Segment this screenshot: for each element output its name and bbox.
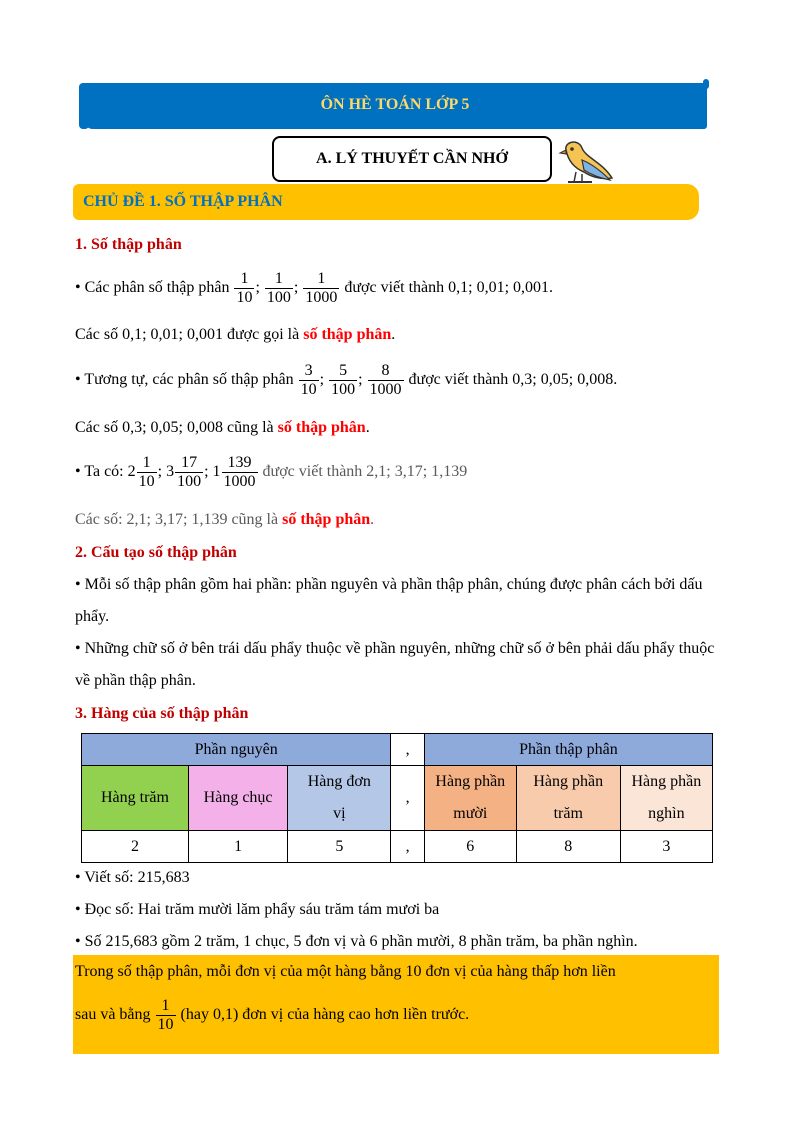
column-comma: , xyxy=(391,766,424,831)
section-1-heading: 1. Số thập phân xyxy=(75,236,182,253)
s1-line-2: Các số 0,1; 0,01; 0,001 được gọi là số thập phân. xyxy=(75,326,396,343)
mixed-number: 2 $\frac{1}{10}$ xyxy=(127,454,155,490)
mixed-number: 1 $\frac{139}{1000}$ xyxy=(212,454,256,490)
place-value-table xyxy=(81,733,713,863)
s1-line-1-post: được viết thành 0,1; 0,01; 0,001. xyxy=(344,279,554,297)
fraction: $\frac{1}{100}$ xyxy=(266,270,291,306)
column-tens: Hàng chục xyxy=(188,766,287,831)
digit-cell: 1 xyxy=(188,831,287,863)
s2-paragraph-2: • Những chữ số ở bên trái dấu phẩy thuộc về phần nguyên, những chữ số ở bên phải dấu phẩy thuộc về phần thập phân. xyxy=(75,640,715,689)
s1-line-5: • Ta có: 2 $\frac{1}{10}$ ; 3 $\frac{17}{100}$ ; 1 $\frac{139}{1000}$ được viết thành 2,1; 3,17; 1,139 xyxy=(75,454,468,490)
column-thousandths: Hàng phần nghìn xyxy=(620,766,712,831)
note-line-2: sau và bằng $\frac{1}{10}$ (hay 0,1) đơn vị của hàng cao hơn liền trước. xyxy=(75,997,470,1033)
s1-line-4: Các số 0,3; 0,05; 0,008 cũng là số thập phân. xyxy=(75,419,370,436)
title-banner xyxy=(83,83,707,129)
section-3-heading: 3. Hàng của số thập phân xyxy=(75,705,249,722)
s1-line-1: • Các phân số thập phân $\frac{1}{10}$ ; $\frac{1}{100}$ ; $\frac{1}{1000}$ được viết thành 0,1; 0,01; 0,001. xyxy=(75,270,554,306)
term-highlight: số thập phân xyxy=(303,326,392,343)
section-a-title: A. LÝ THUYẾT CẦN NHỚ xyxy=(272,136,552,182)
fraction: $\frac{3}{10}$ xyxy=(300,362,317,398)
fraction: $\frac{1}{10}$ xyxy=(157,997,174,1033)
topic-banner xyxy=(73,184,699,220)
page-title: ÔN HÈ TOÁN LỚP 5 xyxy=(320,96,470,113)
digit-cell: 6 xyxy=(424,831,516,863)
term-highlight: số thập phân xyxy=(282,511,371,528)
fraction: $\frac{1}{10}$ xyxy=(236,270,253,306)
column-hundreds: Hàng trăm xyxy=(82,766,189,831)
s3-bullet-read: • Đọc số: Hai trăm mười lăm phẩy sáu trăm tám mươi ba xyxy=(75,901,440,918)
s1-line-3: • Tương tự, các phân số thập phân $\frac{3}{10}$ ; $\frac{5}{100}$ ; $\frac{8}{1000}$ được viết thành 0,3; 0,05; 0,008. xyxy=(75,362,618,398)
s2-paragraph-1: • Mỗi số thập phân gồm hai phần: phần nguyên và phần thập phân, chúng được phân cách bởi dấu phẩy. xyxy=(75,576,703,625)
column-hundredths: Hàng phần trăm xyxy=(516,766,620,831)
banner-decoration xyxy=(703,79,709,89)
digit-cell: 2 xyxy=(82,831,189,863)
fraction: $\frac{5}{100}$ xyxy=(331,362,356,398)
decimal-part-header: Phần thập phân xyxy=(424,734,712,766)
fraction: $\frac{8}{1000}$ xyxy=(369,362,402,398)
note-box xyxy=(73,955,719,1054)
section-2-heading: 2. Cấu tạo số thập phân xyxy=(75,544,237,561)
s3-bullet-compose: • Số 215,683 gồm 2 trăm, 1 chục, 5 đơn vị và 6 phần mười, 8 phần trăm, ba phần nghìn. xyxy=(75,933,638,950)
column-units: Hàng đơn vị xyxy=(288,766,391,831)
topic-title: CHỦ ĐỀ 1. SỐ THẬP PHÂN xyxy=(83,193,283,210)
digit-cell: , xyxy=(391,831,424,863)
digit-cell: 8 xyxy=(516,831,620,863)
note-line-1: Trong số thập phân, mỗi đơn vị của một hàng bằng 10 đơn vị của hàng thấp hơn liền xyxy=(75,963,616,980)
comma-header: , xyxy=(391,734,424,766)
term-highlight: số thập phân xyxy=(277,419,366,436)
integer-part-header: Phần nguyên xyxy=(82,734,391,766)
fraction: $\frac{1}{1000}$ xyxy=(305,270,338,306)
s1-line-6: Các số: 2,1; 3,17; 1,139 cũng là số thập phân. xyxy=(75,511,375,528)
s3-bullet-write: • Viết số: 215,683 xyxy=(75,869,190,886)
column-tenths: Hàng phần mười xyxy=(424,766,516,831)
digit-cell: 5 xyxy=(288,831,391,863)
mixed-number: 3 $\frac{17}{100}$ xyxy=(166,454,202,490)
s1-line-1-text: • Các phân số thập phân xyxy=(75,279,230,297)
digit-cell: 3 xyxy=(620,831,712,863)
